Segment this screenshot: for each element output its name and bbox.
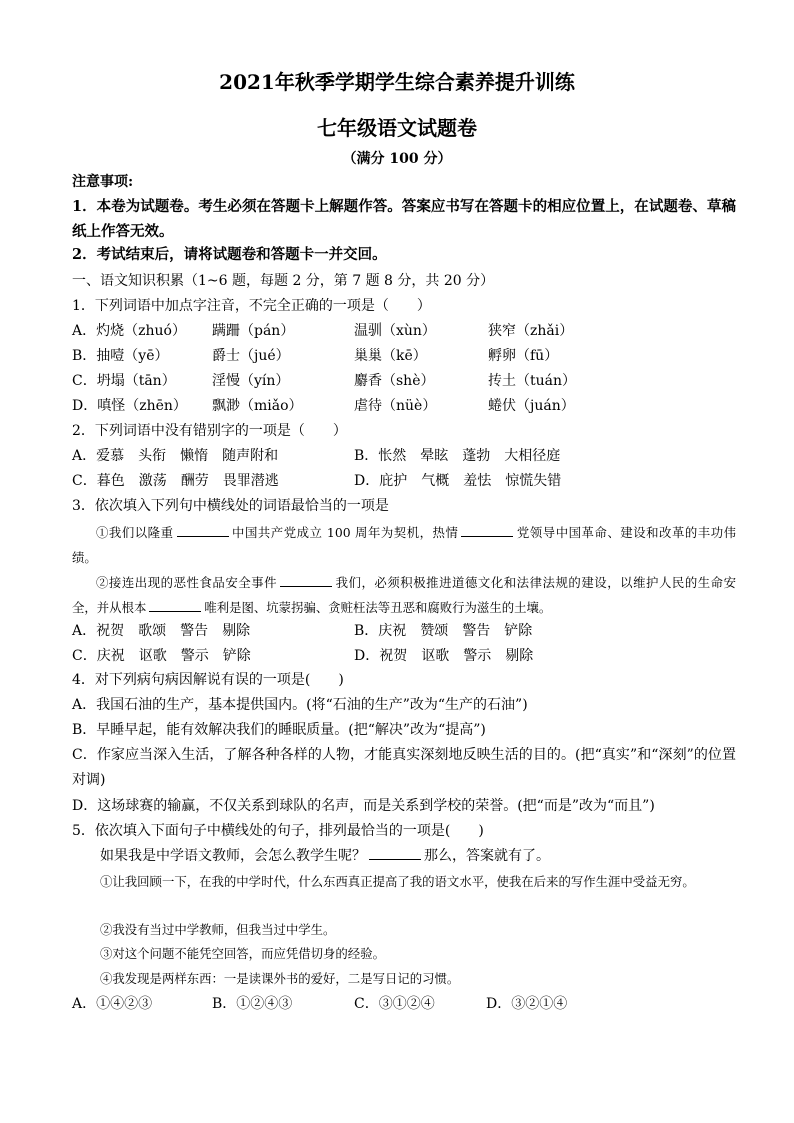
q1-d-2: 飘渺（miǎo） — [212, 398, 303, 414]
section-1-heading: 一、语文知识积累（1~6 题，每题 2 分，第 7 题 8 分，共 20 分） — [72, 273, 495, 289]
q4-option-d: D．这场球赛的输赢，不仅关系到球队的名声，而是关系到学校的荣誉。(把“而是”改为“而且”) — [72, 798, 655, 814]
q3-blank — [177, 524, 229, 537]
q1-d-3: 虐待（nüè） — [354, 398, 437, 414]
q3-sentence-2 — [72, 570, 736, 620]
q3-blank — [461, 524, 513, 537]
q1-b-2: 爵士（jué） — [212, 348, 290, 364]
q1-c-2: 淫慢（yín） — [212, 373, 290, 389]
q1-a-1: A．灼烧（zhuó） — [72, 323, 186, 339]
q5-stem: 5．依次填入下面句子中横线处的句子，排列最恰当的一项是( ) — [72, 823, 484, 839]
q2-option-a: A．爱慕 头衔 懒惰 随声附和 — [72, 448, 279, 464]
q3-stem: 3．依次填入下列句中横线处的词语最恰当的一项是 — [72, 498, 389, 514]
q3-option-c: C．庆祝 讴歌 警示 铲除 — [72, 648, 251, 664]
q5-sentence-1: ①让我回顾一下，在我的中学时代，什么东西真正提高了我的语文水平，使我在后来的写作生涯中受益无穷。 — [100, 874, 695, 889]
q3-option-d: D．祝贺 讴歌 警示 剔除 — [354, 648, 534, 664]
q5-lead-part-b: 那么，答案就有了。 — [424, 848, 550, 864]
q3-option-a: A．祝贺 歌颂 警告 剔除 — [72, 623, 251, 639]
q1-b-1: B．抽噎（yē） — [72, 348, 169, 364]
q5-option-c: C．③①②④ — [354, 996, 435, 1012]
q5-sentence-4: ④我发现是两样东西：一是读课外书的爱好，二是写日记的习惯。 — [100, 971, 460, 986]
q4-option-b: B．早睡早起，能有效解决我们的睡眠质量。(把“解决”改为“提高”) — [72, 722, 486, 738]
exam-subtitle: 七年级语文试题卷 — [317, 116, 477, 140]
q4-option-a: A．我国石油的生产，基本提供国内。(将“石油的生产”改为“生产的石油”) — [72, 697, 528, 713]
q1-a-3: 温驯（xùn） — [354, 323, 436, 339]
q3-blank — [149, 599, 201, 612]
q1-b-3: 巢巢（kē） — [354, 348, 427, 364]
q2-option-b: B．怅然 晕眩 蓬勃 大相径庭 — [354, 448, 561, 464]
q4-option-c: C．作家应当深入生活，了解各种各样的人物，才能真实深刻地反映生活的目的。(把“真实”和“深刻”的位置对调) — [72, 747, 736, 788]
q5-lead — [100, 846, 550, 866]
q1-a-4: 狭窄（zhǎi） — [488, 323, 574, 339]
q5-sentence-2: ②我没有当过中学教师，但我当过中学生。 — [100, 922, 336, 937]
q5-option-d: D．③②①④ — [486, 996, 568, 1012]
q5-lead-part-a: 如果我是中学语文教师，会怎么教学生呢？ — [100, 848, 366, 864]
notes-item-2: 2．考试结束后，请将试题卷和答题卡一并交回。 — [72, 246, 387, 263]
q5-option-b: B．①②④③ — [212, 996, 293, 1012]
q2-stem: 2．下列词语中没有错别字的一项是（ ） — [72, 423, 347, 439]
q3-s2-part-a: ②接连出现的恶性食品安全事件 — [96, 575, 278, 590]
q4-stem: 4．对下列病句病因解说有误的一项是( ) — [72, 672, 344, 688]
q3-s2-part-b: 我们，必须积极推进道德文化和法律法规的建设，以维护人民的生命安全，并从根本 — [72, 575, 737, 615]
q3-s1-part-c: 党领导中国革命、建设和改革的丰功伟绩。 — [72, 525, 737, 565]
q1-b-4: 孵卵（fū） — [488, 348, 559, 364]
q3-option-b: B．庆祝 赞颂 警告 铲除 — [354, 623, 533, 639]
q1-c-3: 麝香（shè） — [354, 373, 435, 389]
q1-d-1: D．嗔怪（zhēn） — [72, 398, 187, 414]
q3-s2-part-c: 唯利是图、坑蒙拐骗、贪赃枉法等丑恶和腐败行为滋生的土壤。 — [204, 600, 552, 615]
q1-c-4: 抟土（tuán） — [488, 373, 577, 389]
q5-sentence-3: ③对这个问题不能凭空回答，而应凭借切身的经验。 — [100, 946, 385, 961]
q3-s1-part-a: ①我们以隆重 — [96, 525, 174, 540]
q5-option-a: A．①④②③ — [72, 996, 153, 1012]
q1-a-2: 蹒跚（pán） — [212, 323, 295, 339]
notes-heading: 注意事项: — [72, 174, 134, 190]
q3-blank — [280, 574, 332, 587]
q1-d-4: 蜷伏（juán） — [488, 398, 575, 414]
q5-blank — [369, 847, 421, 860]
q1-stem: 1．下列词语中加点字注音，不完全正确的一项是（ ） — [72, 298, 431, 314]
full-score: （满分 100 分） — [342, 151, 452, 167]
q3-sentence-1 — [72, 520, 736, 570]
exam-title: 2021年秋季学期学生综合素养提升训练 — [219, 70, 575, 94]
q3-s1-part-b: 中国共产党成立 100 周年为契机，热情 — [231, 525, 459, 540]
q2-option-c: C．暮色 激荡 酬劳 畏罪潜逃 — [72, 473, 279, 489]
q2-option-d: D．庇护 气概 羞怯 惊慌失错 — [354, 473, 562, 489]
q1-c-1: C．坍塌（tān） — [72, 373, 176, 389]
notes-item-1: 1．本卷为试题卷。考生必须在答题卡上解题作答。答案应书写在答题卡的相应位置上，在试题卷、草稿纸上作答无效。 — [72, 198, 736, 240]
